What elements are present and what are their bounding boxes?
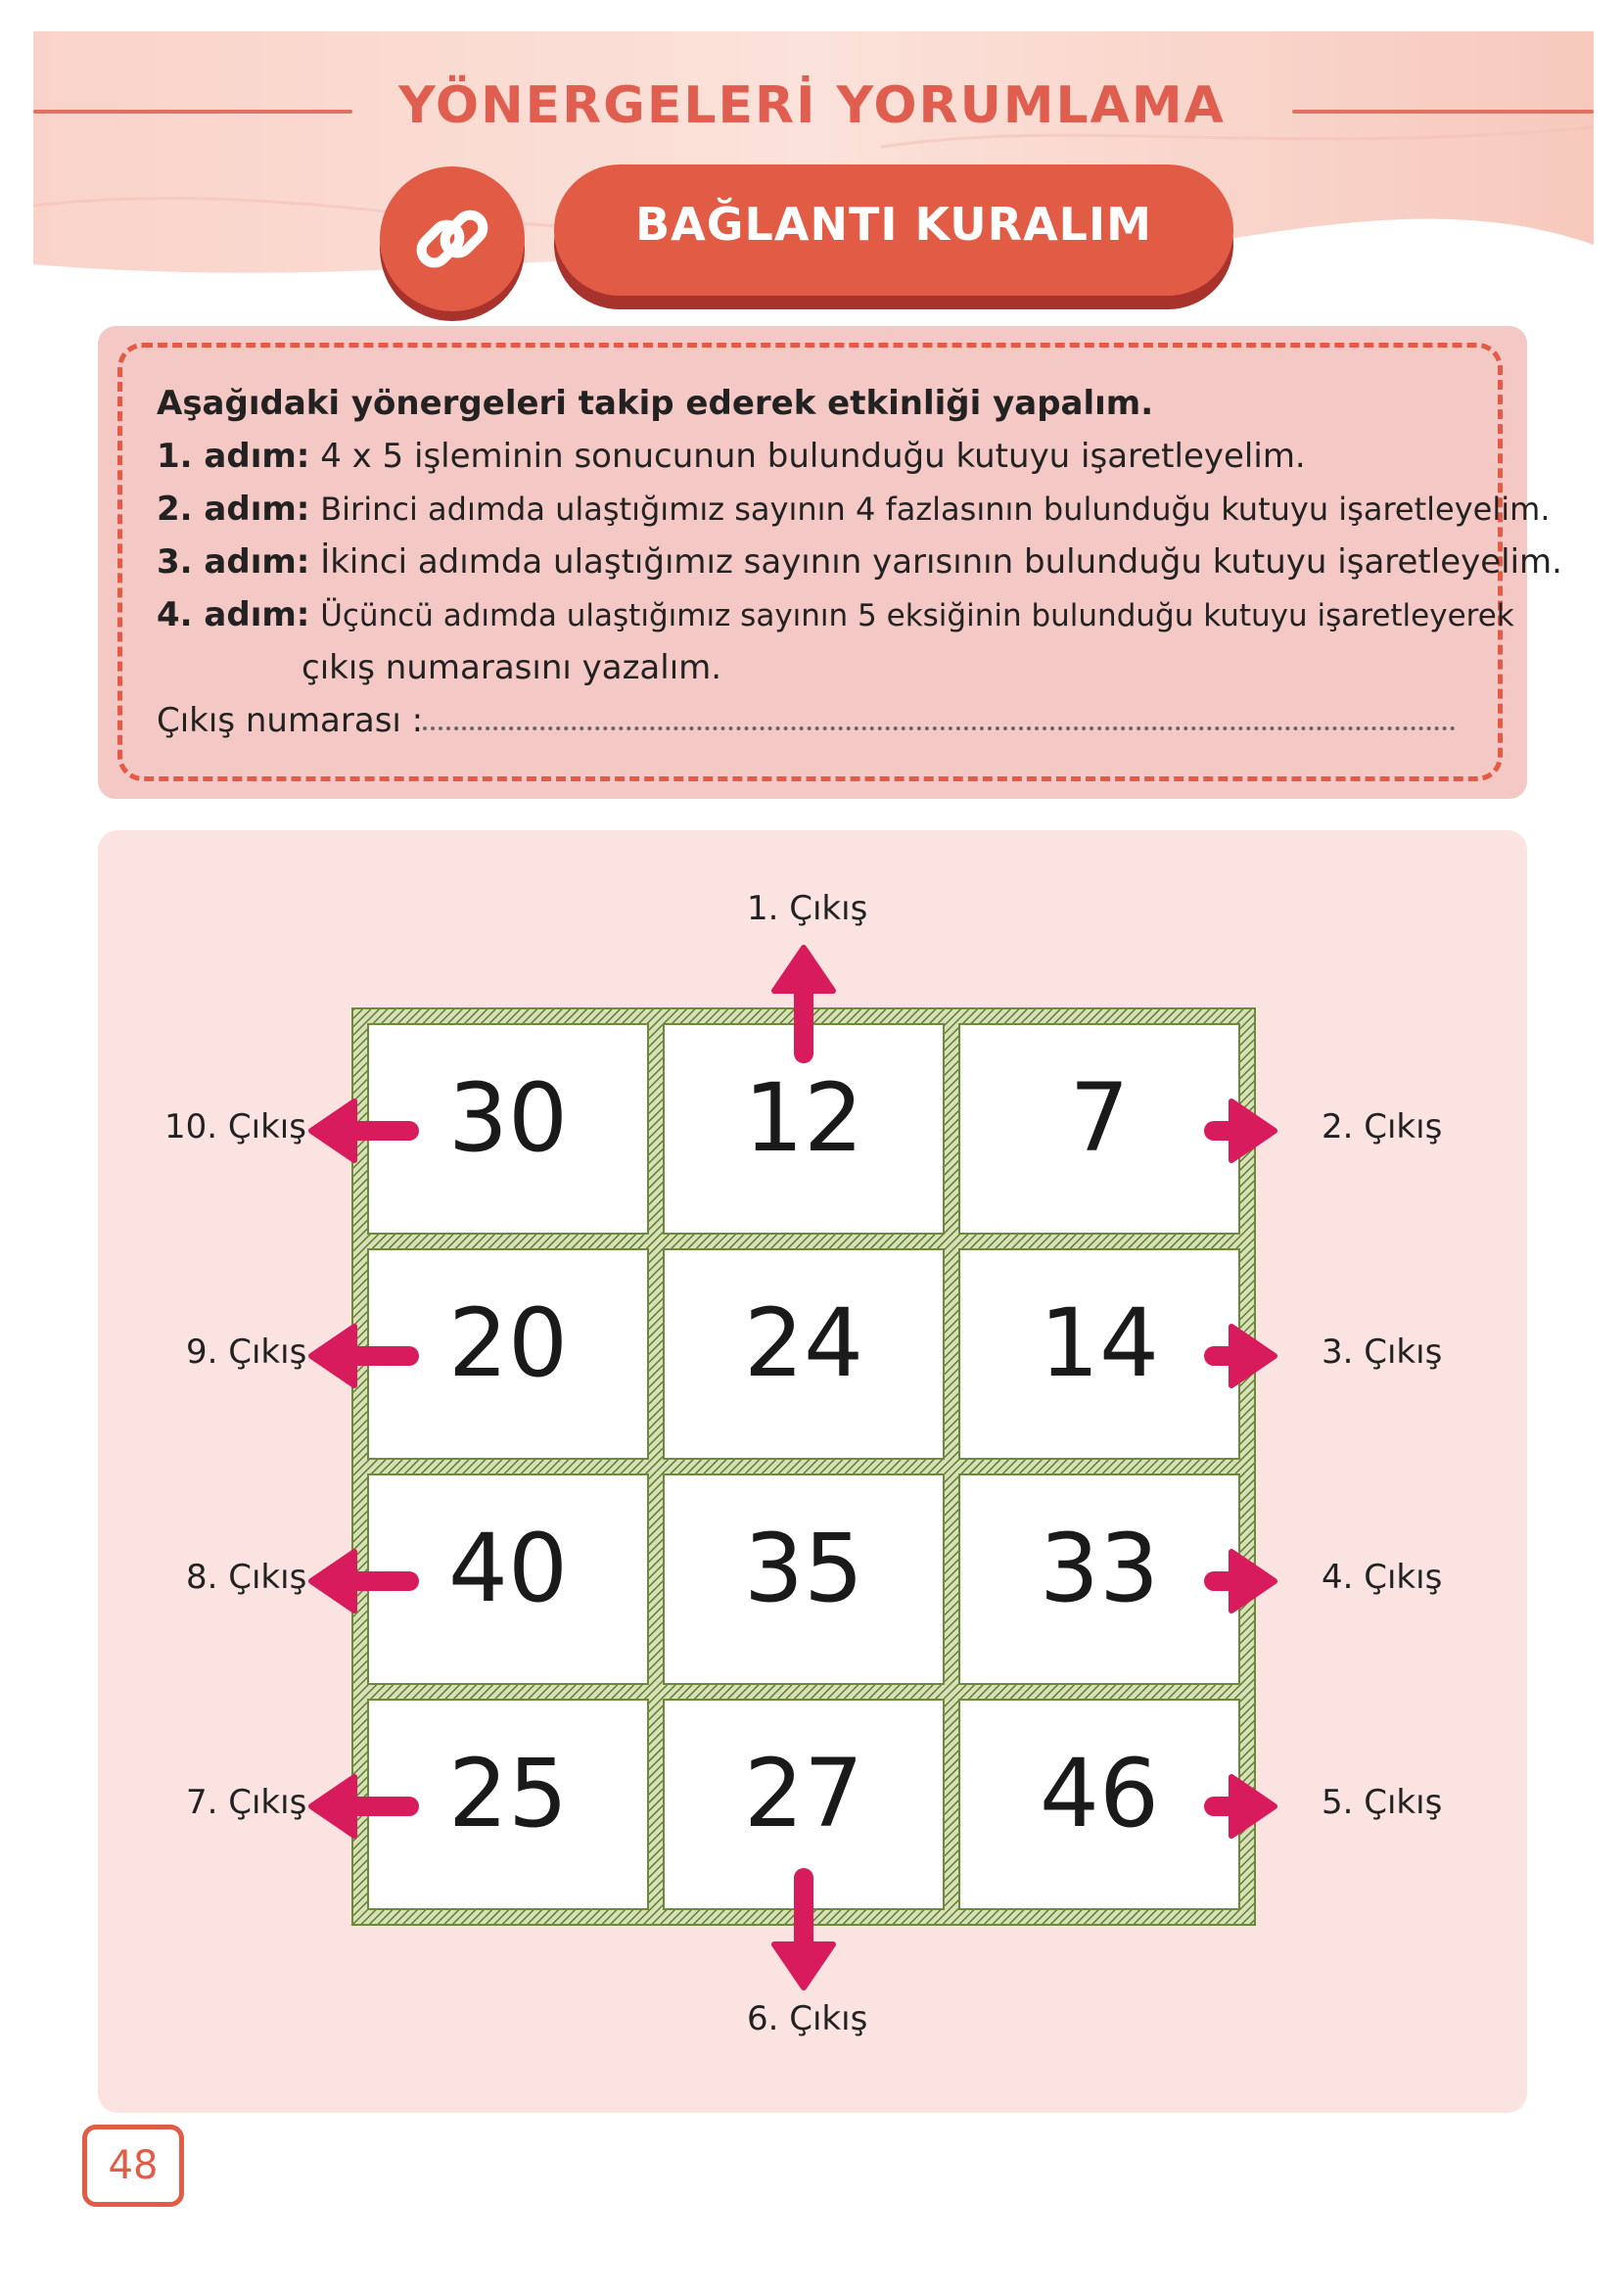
- step-label: 4. adım:: [157, 595, 310, 634]
- step-text: İkinci adımda ulaştığımız sayının yarısının bulunduğu kutuyu işaretleyelim.: [320, 542, 1562, 582]
- activity-title: BAĞLANTI KURALIM: [635, 198, 1152, 251]
- exit-label-right: 4. Çıkış: [1322, 1558, 1443, 1597]
- step-label: 2. adım:: [157, 490, 310, 529]
- step-label: 1. adım:: [157, 437, 310, 476]
- exit-label-left: 10. Çıkış: [164, 1107, 306, 1146]
- step-text: Birinci adımda ulaştığımız sayının 4 fazlasının bulunduğu kutuyu işaretleyelim.: [320, 491, 1551, 528]
- grid-cell-number[interactable]: 25: [447, 1739, 569, 1848]
- grid-cell-number[interactable]: 30: [447, 1063, 569, 1173]
- grid-cell-number[interactable]: 7: [1069, 1063, 1130, 1173]
- step-text: 4 x 5 işleminin sonucunun bulunduğu kutuyu işaretleyelim.: [320, 437, 1306, 476]
- exit-label-right: 5. Çıkış: [1322, 1783, 1443, 1822]
- step-4-continuation: çıkış numarasını yazalım.: [302, 648, 722, 687]
- grid-cell-number[interactable]: 40: [447, 1514, 569, 1623]
- grid-cell-number[interactable]: 20: [447, 1288, 569, 1398]
- exit-label-right: 2. Çıkış: [1322, 1107, 1443, 1146]
- step-text: Üçüncü adımda ulaştığımız sayının 5 eksiğinin bulunduğu kutuyu işaretleyerek: [320, 598, 1514, 633]
- grid-cell-number[interactable]: 14: [1039, 1288, 1160, 1398]
- section-title: YÖNERGELERİ YORUMLAMA: [398, 76, 1226, 135]
- instructions-intro: Aşağıdaki yönergeleri takip ederek etkinliği yapalım.: [157, 384, 1154, 423]
- exit-label-right: 3. Çıkış: [1322, 1333, 1443, 1372]
- grid-cell-number[interactable]: 33: [1039, 1514, 1160, 1623]
- exit-label-left: 7. Çıkış: [186, 1783, 307, 1822]
- step-label: 3. adım:: [157, 542, 310, 582]
- grid-cell-number[interactable]: 24: [743, 1288, 864, 1398]
- exit-label-top: 1. Çıkış: [747, 889, 868, 928]
- grid-cell-number[interactable]: 27: [743, 1739, 864, 1848]
- grid-cell-number[interactable]: 12: [743, 1063, 864, 1173]
- exit-label-left: 8. Çıkış: [186, 1558, 307, 1597]
- grid-cell-number[interactable]: 46: [1039, 1739, 1160, 1848]
- exit-label-left: 9. Çıkış: [186, 1333, 307, 1372]
- page-number: 48: [82, 2125, 184, 2207]
- exit-number-label: Çıkış numarası :: [157, 701, 424, 740]
- exit-label-bottom: 6. Çıkış: [747, 1999, 868, 2038]
- grid-cell-number[interactable]: 35: [743, 1514, 864, 1623]
